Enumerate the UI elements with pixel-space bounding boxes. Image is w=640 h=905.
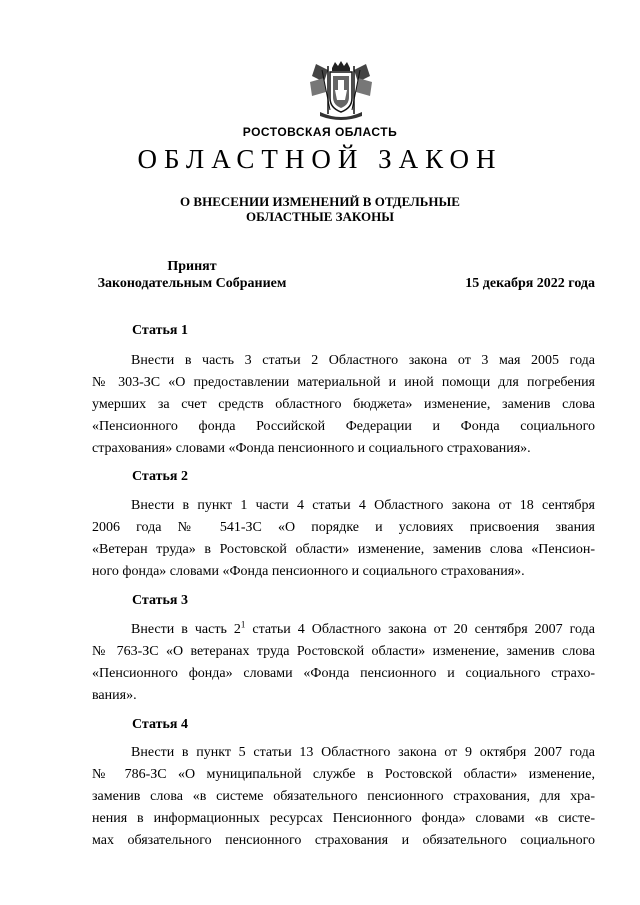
text-line: мах обязательного пенсионного страхования и обязательного социального — [92, 833, 595, 848]
text-line: заменив слова «в системе обязательного пенсионного страхования, для хра- — [92, 789, 595, 804]
text-line: умерших за счет средств областного бюджета» изменение, заменив слова — [92, 397, 595, 412]
article-text — [92, 350, 595, 460]
region-title: РОСТОВСКАЯ ОБЛАСТЬ — [242, 125, 398, 139]
article-text — [92, 495, 595, 583]
rostov-oblast-coat-of-arms-icon — [302, 60, 380, 124]
text-line: нения в информационных ресурсах Пенсионного фонда» словами «в систе- — [92, 811, 595, 826]
text-line: Внести в пункт 5 статьи 13 Областного закона от 9 октября 2007 года — [131, 745, 595, 760]
subject-line: О ВНЕСЕНИИ ИЗМЕНЕНИЙ В ОТДЕЛЬНЫЕ — [180, 194, 460, 209]
text-line: № 303-ЗС «О предоставлении материальной и иной помощи для погребения — [92, 375, 595, 390]
article-heading: Статья 2 — [132, 469, 188, 484]
text-line: вания». — [92, 688, 137, 703]
text-fragment: статьи 4 Областного закона от 20 сентября 2007 года — [245, 622, 595, 637]
superscript: 1 — [240, 619, 246, 630]
text-line: «Ветеран труда» в Ростовской области» изменение, заменив слова «Пенсион- — [92, 542, 595, 557]
text-line: Внести в часть 3 статьи 2 Областного закона от 3 мая 2005 года — [131, 353, 595, 368]
text-line: 2006 года № 541-ЗС «О порядке и условиях присвоения звания — [92, 520, 595, 535]
text-line: страхования» словами «Фонда пенсионного и социального страхования». — [92, 441, 531, 456]
text-line — [92, 619, 595, 641]
article-text — [92, 742, 595, 852]
article-text — [92, 619, 595, 707]
article-heading: Статья 3 — [132, 593, 188, 608]
text-line: «Пенсионного фонда Российской Федерации и Фонда социального — [92, 419, 595, 434]
subject-line: ОБЛАСТНЫЕ ЗАКОНЫ — [245, 209, 394, 224]
text-fragment: Внести в часть 2 — [131, 622, 241, 637]
document-type: ОБЛАСТНОЙ ЗАКОН — [137, 144, 503, 174]
adoption-date: 15 декабря 2022 года — [465, 276, 595, 291]
coat-of-arms-emblem — [302, 60, 380, 124]
article-heading: Статья 4 — [132, 717, 188, 732]
article-heading: Статья 1 — [132, 323, 188, 338]
text-line: «Пенсионного фонда» словами «Фонда пенсионного и социального страхо- — [92, 666, 595, 681]
text-line: № 763-ЗС «О ветеранах труда Ростовской области» изменение, заменив слова — [92, 644, 595, 659]
adopted-by: Законодательным Собранием — [97, 276, 287, 291]
law-subject — [0, 194, 640, 224]
text-line: ного фонда» словами «Фонда пенсионного и социального страхования». — [92, 564, 525, 579]
text-line: № 786-ЗС «О муниципальной службе в Ростовской области» изменение, — [92, 767, 595, 782]
adopted-label: Принят — [167, 259, 217, 274]
adoption-info — [92, 258, 292, 292]
text-line: Внести в пункт 1 части 4 статьи 4 Областного закона от 18 сентября — [131, 498, 595, 513]
